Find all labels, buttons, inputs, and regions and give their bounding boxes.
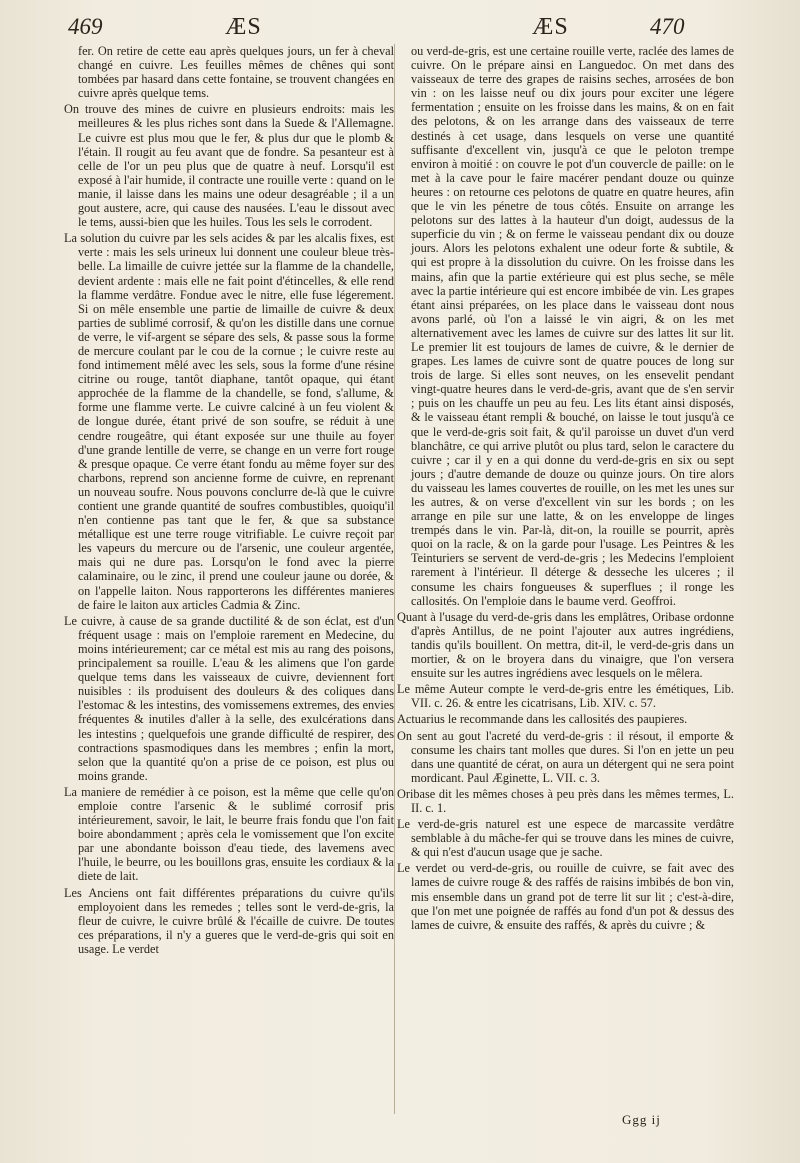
paragraph: La solution du cuivre par les sels acides & par les alcalis fixes, est verte : mais les sels urineux lui donnent une couleur bleue très-belle. La limaille de cuivre jettée sur la flamme de la chandelle, devient ardente : mais elle ne fait point d'étincelles, & elle rend la flamme verdâtre. Fondue avec le nitre, elle fuse légerement. Si on mêle ensemble une partie de limaille de cuivre & deux parties de sublimé corrosif, & qu'on les distille dans une cornue de verre, le vif-argent se sépare des sels, & passe sous la forme de mercure coulant par le cou de la cornue ; le cuivre reste au fond intimement mêlé avec les sels, sous la forme d'une résine citrine ou rouge, tantôt diaphane, tantôt opaque, qui étant approchée de la flamme de la chandelle, se fond, s'allume, & forme une flamme verte. Le cuivre calciné à un feu violent & de longue durée, étant privé de son soufre, se réduit à une cendre rougeâtre, qui étant exposée sur une thuile au foyer d'une grande lentille de verre, se change en un verre fort rouge & presque opaque. Ce verre étant fondu au même foyer sur des charbons, reprend son ancienne forme de cuivre, en reprenant un nouveau soufre. Nous pouvons conclurre de-là que le cuivre contient une grande quantité de soufres combustibles, quoiqu'il n'en contienne pas tant que le fer, & que sa substance métallique est une terre rouge vitrifiable. Le cuivre reçoit par les vapeurs du mercure ou de l'arsenic, une couleur argentée, mais qui ne dure pas. Lorsqu'on le fond avec la pierre calaminaire, ou le zinc, il prend une couleur jaune ou dorée, & on l'appelle laiton. Nous rapporterons les différentes manieres de faire le laiton aux articles Cadmia & Zinc. <box>64 231 394 612</box>
signature-mark: Ggg ij <box>622 1112 661 1127</box>
page-number-left: 469 <box>68 14 103 39</box>
paragraph: La maniere de remédier à ce poison, est la même que celle qu'on emploie contre l'arsenic & le sublimé corrosif pris intérieurement, savoir, le lait, le beurre frais fondu que l'on fait boire abondamment ; après cela le vomissement que l'on excite par une abondante boisson d'eau tiede, des lavemens avec l'huile, le beurre, ou les bouillons gras, ensuite les cordiaux & la diete de lait. <box>64 784 394 884</box>
paragraph: Actuarius le recommande dans les callosités des paupieres. <box>397 712 688 727</box>
paragraph: Le verd-de-gris naturel est une espece de marcassite verdâtre semblable à du mâche-fer qui se trouve dans les mines de cuivre, & qui n'est d'aucun usage que je sache. <box>397 817 734 860</box>
paragraph: fer. On retire de cette eau après quelques jours, un fer à cheval changé en cuivre. Les feuilles mêmes de chênes qui sont tombées par hasard dans cette fontaine, se trouvent changées en cuivre après quelque tems. <box>78 44 394 101</box>
paragraph: Quant à l'usage du verd-de-gris dans les emplâtres, Oribase ordonne d'après Antillus, de ne point l'ajouter aux autres ingrédiens, tandis qu'ils bouillent. On mettra, dit-il, le verd-de-gris dans un mortier, & on le broyera dans du vinaigre, que l'on versera ensuite sur les autres ingrédiens avec lesquels on le mêlera. <box>397 609 734 681</box>
right-column <box>397 44 734 934</box>
paragraph: On trouve des mines de cuivre en plusieurs endroits: mais les meilleures & les plus riches sont dans la Suede & l'Allemagne. Le cuivre est plus mou que le fer, & plus dur que le plomb & l'étain. Il rougit au feu avant que de fondre. Sa pesanteur est à celle de l'or un peu plus que de quatre à neuf. Lorsqu'il est exposé à l'air humide, il contracte une rouille verte : quand on le manie, il laisse dans les mains une odeur desagréable ; il a un gout austere, acre, qui cause des nausées. L'eau le dissout avec le tems, aussi-bien que les huiles. Tous les sels le corrodent. <box>64 102 395 230</box>
running-head-left: ÆS <box>225 14 262 40</box>
paragraph: Les Anciens ont fait différentes préparations du cuivre qu'ils employoient dans les remedes ; telles sont le verd-de-gris, la fleur de cuivre, le cuivre brûlé & l'écaille de cuivre. De toutes ces préparations, il n'y a gueres que le verd-de-gris qui soit en usage. Le verdet <box>64 885 394 956</box>
running-head-right: ÆS <box>532 14 569 40</box>
paragraph: Le même Auteur compte le verd-de-gris entre les émétiques, Lib. VII. c. 26. & entre les cicatrisans, Lib. XIV. c. 57. <box>397 682 734 711</box>
left-column <box>64 44 394 958</box>
column-gutter <box>394 44 395 1114</box>
page-number-right: 470 <box>650 14 685 39</box>
paragraph: Le cuivre, à cause de sa grande ductilité & de son éclat, est d'un fréquent usage : mais on l'emploie rarement en Medecine, du moins intérieurement; car ce métal est mis au rang des poisons, principalement sa rouille. L'eau & les alimens que l'on garde quelque tems dans les vaisseaux de cuivre, deviennent fort nuisibles : ils produisent des douleurs & des coliques dans l'estomac & les intestins, des vomissemens extremes, des envies fréquentes & inutiles d'aller à la selle, des exulcérations dans les intestins ; quelquefois une grande difficulté de respirer, des contractions spasmodiques dans les membres ; enfin la mort, selon que la quantité qu'on a prise de ce poison, est plus ou moins grande. <box>64 613 394 783</box>
paragraph: On sent au gout l'acreté du verd-de-gris : il résout, il emporte & consume les chairs tant molles que dures. Si l'on en jette un peu dans une quantité de cérat, on aura un détergent qui ne sera point mordicant. Paul Æginette, L. VII. c. 3. <box>397 728 734 785</box>
paragraph: Oribase dit les mêmes choses à peu près dans les mêmes termes, L. II. c. 1. <box>397 786 734 815</box>
paragraph: ou verd-de-gris, est une certaine rouille verte, raclée des lames de cuivre. On le prépare ainsi en Languedoc. On met dans des vaisseaux de terre des grapes de raisins seches, arrosées de bon vin : on les laisse neuf ou dix jours pour exciter une légere fermentation ; ensuite on les froisse dans les mains, & on en fait des pelotons, & on les arrange dans des vaisseaux de terre destinés à cet usage, dans lesquels on verse une quantité suffisante d'excellent vin, jusqu'à ce que le peloton trempe environ à moitié : on couvre le pot d'un couvercle de paille: on le met à la cave pour le faire macérer pendant douze ou quinze heures : on retourne ces pelotons de quatre en quatre heures, afin que le vin les pénetre de tous côtés. Ensuite on arrange les pelotons sur des lattes à la hauteur d'un doigt, audessus de la superficie du vin ; & on ferme le vaisseau pendant dix ou douze jours. Alors les pelotons exhalent une odeur forte & subtile, & qui est propre à la dissolution du cuivre. On les froisse dans les mains, afin que la partie extérieure qui est plus seche, se mêle avec la partie intérieure qui est encore imbibée de vin. Les grapes étant ainsi préparées, on les place dans le vaisseau dont nous avons parlé, où l'on a laissé le vin aigri, & on les met alternativement avec les lames de cuivre sur des lattes lit sur lit. Le premier lit est toujours de lames de cuivre, & le dernier de grapes. Les lames de cuivre sont de quatre pouces de long sur trois de large. Si elles sont neuves, on les ensevelit pendant vingt-quatre heures dans le verd-de-gris, avant que de s'en servir ; puis on les chauffe un peu au feu. Les lits étant ainsi disposés, & le vaisseau étant rempli & bouché, on laisse le tout jusqu'à ce que le verd-de-gris soit fait, & qu'il paroisse un duvet d'un verd blanchâtre, ce qui arrive plutôt ou plus tard, selon le caractere du cuivre ; car il y en a qui donne du verd-de-gris en six ou sept jours ; d'autre demande de douze ou quinze jours. On tire alors du vaisseau les lames couvertes de rouille, on les met les unes sur les autres, & on verse d'excellent vin sur les bords ; on les arrange en pile sur une latte, & on les enveloppe de linges trempés dans le vin. Par-là, dit-on, la rouille se pourrit, après quoi on la racle, & on la garde pour l'usage. Les Peintres & les Teinturiers se servent de verd-de-gris ; les Medecins l'emploient rarement à l'intérieur. Il déterge & desseche les ulceres ; il consume les chairs fongueuses & superflues ; il ronge les callosités. On l'emploie dans le baume verd. Geoffroi. <box>411 44 734 608</box>
paragraph: Le verdet ou verd-de-gris, ou rouille de cuivre, se fait avec des lames de cuivre rouge & des raffés de raisins imbibés de bon vin, mis ensemble dans un grand pot de terre lit sur lit ; c'est-à-dire, que l'on met une poignée de raffés au fond d'un pot & dessus des lames de cuivre, & ensuite des raffés, & après du cuivre ; & <box>397 861 734 932</box>
